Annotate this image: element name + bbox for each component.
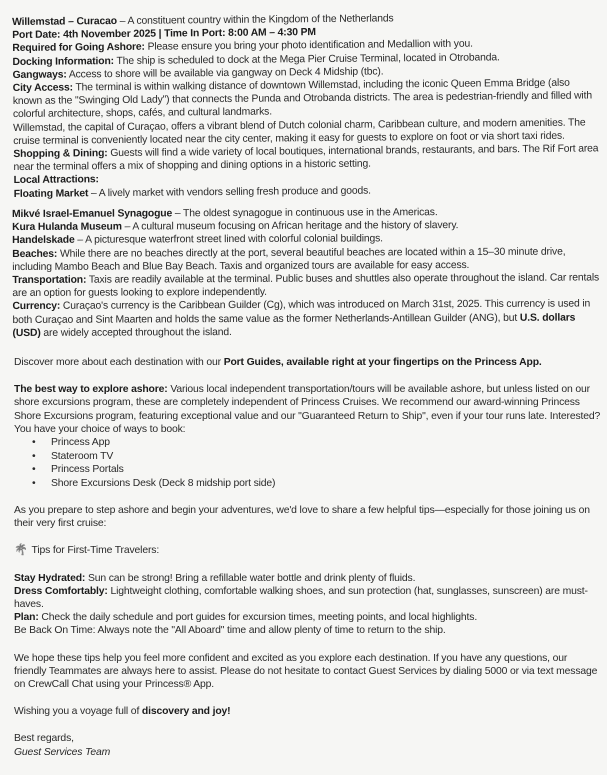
currency-info: Currency: Curaçao's currency is the Caribbean Guilder (Cg), which was introduced on March 31st, 2025. This currency is used in both Curaçao and Sint Maarten and holds the same value as the former Netherlands-Antillean Guilder (ANG), but U.S. dollars (USD) are widely accepted throughout the island. [12, 298, 591, 339]
tip-item: Plan: Check the daily schedule and port guides for excursion times, meeting points, and local highlights. [14, 612, 478, 624]
tip-item: Stay Hydrated: Sun can be strong! Bring a refillable water bottle and drink plenty of fluids. [14, 572, 416, 584]
booking-options-list [14, 436, 601, 490]
port-guides-note: Discover more about each destination with our Port Guides, available right at your fingertips on the Princess App. [14, 357, 542, 368]
attraction-item: Floating Market – A lively market with vendors selling fresh produce and goods. [13, 185, 371, 200]
booking-option: • Princess Portals [51, 463, 601, 477]
info-city-access: City Access: The terminal is within walking distance of downtown Willemstad, including the iconic Queen Emma Bridge (also known as the "Swinging Old Lady") that connects the Punda and Otrobanda districts. The area is pedestrian-friendly and filled with colorful architecture, shops, cafés, and cultural landmarks. [12, 77, 592, 121]
info-gangways: Gangways: Access to shore will be available via gangway on Deck 4 Midship (tbc). [12, 66, 384, 81]
tips-heading: 🌴 Tips for First-Time Travelers: [14, 544, 160, 557]
port-date: Port Date: 4th November 2025 | Time In Port: 8:00 AM – 4:30 PM [12, 27, 316, 42]
tip-item: Be Back On Time: Always note the "All Aboard" time and allow plenty of time to return to the ship. [14, 625, 446, 637]
tips-intro: As you prepare to step ashore and begin your adventures, we'd love to share a few helpful tips—especially for those joining us on their very first cruise: [14, 505, 590, 530]
signoff: Best regards, [14, 733, 74, 745]
info-docking: Docking Information: The ship is scheduled to dock at the Mega Pier Cruise Terminal, located in Otrobanda. [12, 51, 500, 68]
closing-paragraph: We hope these tips help you feel more confident and excited as you explore each destination. If you have any questions, our friendly Teammates are always here to assist. Please do not hesitate to contact Guest Services by dialing 5000 or via text message on CrewCall Chat using your Princess® App. [14, 652, 598, 691]
booking-option: • Shore Excursions Desk (Deck 8 midship port side) [51, 477, 601, 491]
port-overview-section [12, 10, 603, 200]
booking-and-tips-section [14, 342, 601, 759]
attraction-item: Kura Hulanda Museum – A cultural museum focusing on African heritage and the history of slavery. [12, 220, 459, 234]
beaches-info: Beaches: While there are no beaches directly at the port, several beautiful beaches are located within a 15–30 minute drive, including Mambo Beach and Blue Bay Beach. Taxis and organized tours are available for easy access. [12, 246, 566, 273]
attractions-details-section [12, 205, 602, 340]
explore-ashore: The best way to explore ashore: Various local independent transportation/tours will be available ashore, but unless listed on our shore excursions program, these are completely independent of Princess Cruises. We recommend our award-winning Princess Shore Excursions program, featuring exceptional value and our "Guaranteed Return to Ship", even if your tour runs late. Interested? You have your choice of ways to book: [14, 384, 601, 435]
shopping-dining: Shopping & Dining: Guests will find a wide variety of local boutiques, international brands, restaurants, and bars. The Rif Fort area near the terminal offers a mix of shopping and dining options in a historic setting. [13, 143, 599, 174]
signature: Guest Services Team [14, 746, 111, 758]
intro-paragraph: Willemstad, the capital of Curaçao, offers a vibrant blend of Dutch colonial charm, Caribbean culture, and modern amenities. The cruise terminal is conveniently located near the city center, making it easy for guests to explore on foot or via short taxi rides. [13, 117, 586, 147]
palm-tree-icon: 🌴 [14, 544, 28, 557]
transportation-info: Transportation: Taxis are readily available at the terminal. Public buses and shuttles also operate throughout the island. Car rentals are an option for guests looking to explore independently. [12, 272, 600, 300]
wish-line: Wishing you a voyage full of discovery and joy! [14, 706, 231, 718]
attraction-item: Mikvé Israel-Emanuel Synagogue – The oldest synagogue in continuous use in the Americas. [12, 207, 438, 220]
attractions-heading: Local Attractions: [13, 174, 99, 187]
document-title: Willemstad – Curacao – A constituent country within the Kingdom of the Netherlands [12, 13, 394, 28]
tip-item: Dress Comfortably: Lightweight clothing, comfortable walking shoes, and sun protection (hat, sunglasses, sunscreen) are must-haves. [14, 585, 588, 611]
info-required: Required for Going Ashore: Please ensure you bring your photo identification and Medallion with you. [12, 38, 473, 55]
booking-option: • Princess App [51, 436, 601, 450]
booking-option: • Stateroom TV [51, 450, 601, 464]
attraction-item: Handelskade – A picturesque waterfront street lined with colorful colonial buildings. [12, 233, 383, 247]
